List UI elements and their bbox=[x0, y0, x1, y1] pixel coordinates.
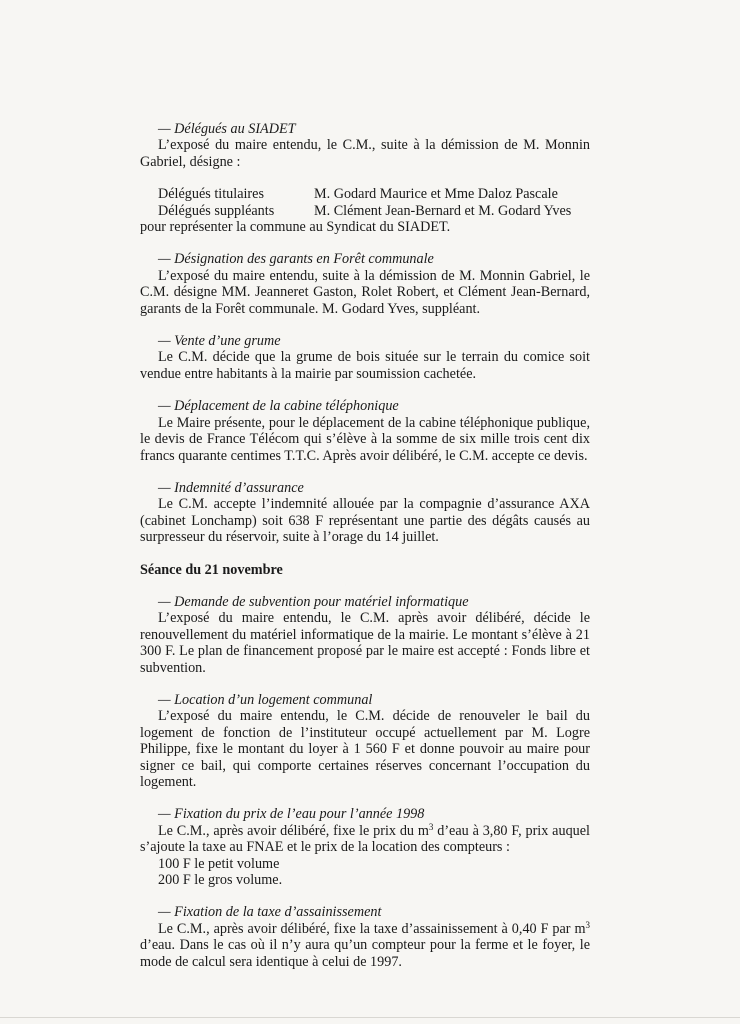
section-text bbox=[140, 823, 590, 856]
section-prix-eau bbox=[140, 806, 590, 888]
section-heading: — Délégués au SIADET bbox=[158, 121, 296, 137]
text-part: Le C.M., après avoir délibéré, fixe le prix du m bbox=[158, 822, 429, 839]
section-heading: — Vente d’une grume bbox=[158, 333, 281, 350]
text-part: Le C.M., après avoir délibéré, fixe la taxe d’assainissement à 0,40 F par m bbox=[158, 920, 586, 937]
spacer bbox=[140, 170, 590, 186]
delegates-row-suppleants bbox=[140, 203, 590, 219]
section-text bbox=[140, 921, 590, 970]
text-part: d’eau. Dans le cas où il n’y aura qu’un compteur pour la ferme et le foyer, le mode de calcul sera identique à celui de 1997. bbox=[140, 937, 590, 970]
superscript: 3 bbox=[585, 919, 590, 930]
seance-title: Séance du 21 novembre bbox=[140, 561, 283, 578]
price-line: 100 F le petit volume bbox=[158, 855, 280, 872]
section-cabine-telephonique bbox=[140, 398, 590, 464]
text-part: d’eau à 3,80 F, prix auquel s’ajoute la taxe au FNAE et le prix de la location des compteurs : bbox=[140, 822, 590, 856]
delegates-label: Délégués suppléants bbox=[158, 202, 275, 219]
section-heading: — Fixation du prix de l’eau pour l’année 1998 bbox=[158, 806, 425, 823]
section-logement-communal bbox=[140, 692, 590, 790]
section-heading: — Désignation des garants en Forêt communale bbox=[158, 251, 434, 268]
delegates-row-titulaires bbox=[140, 186, 590, 202]
section-indemnite-assurance bbox=[140, 480, 590, 546]
section-vente-grume bbox=[140, 333, 590, 382]
section-text: pour représenter la commune au Syndicat du SIADET. bbox=[140, 219, 451, 236]
section-heading: — Déplacement de la cabine téléphonique bbox=[158, 398, 399, 415]
delegates-label: Délégués titulaires bbox=[158, 186, 264, 203]
section-text: Le C.M. accepte l’indemnité allouée par la compagnie d’assurance AXA (cabinet Lonchamp) soit 638 F représentant une partie des dégâts causés au surpresseur du réservoir, suite à l’orage du 14 juillet. bbox=[140, 496, 590, 546]
section-garants-foret bbox=[140, 251, 590, 317]
section-heading: — Fixation de la taxe d’assainissement bbox=[158, 904, 382, 921]
section-heading: — Location d’un logement communal bbox=[158, 691, 373, 708]
section-text: L’exposé du maire entendu, le C.M. décide de renouveler le bail du logement de fonction de l’instituteur occupé actuellement par M. Logre Philippe, fixe le montant du loyer à 1 560 F et donne pouvoir au maire pour signer ce bail, qui comporte certaines réserves concernant l’occupation du logement. bbox=[140, 708, 590, 790]
section-heading: — Demande de subvention pour matériel informatique bbox=[158, 593, 469, 610]
superscript: 3 bbox=[428, 821, 434, 832]
delegates-value: M. Godard Maurice et Mme Daloz Pascale bbox=[314, 186, 558, 203]
section-heading: — Indemnité d’assurance bbox=[158, 479, 304, 496]
section-taxe-assainissement bbox=[140, 904, 590, 970]
page-edge-line bbox=[0, 1017, 740, 1018]
price-line: 200 F le gros volume. bbox=[158, 872, 283, 889]
section-text: L’exposé du maire entendu, le C.M. après avoir délibéré, décide le renouvellement du matériel informatique de la mairie. Le montant s’élève à 21 300 F. Le plan de financement proposé par le maire est accepté : Fonds libre et subvention. bbox=[140, 610, 590, 676]
section-text: L’exposé du maire entendu, suite à la démission de M. Monnin Gabriel, le C.M. désigne MM. Jeanneret Gaston, Rolet Robert, et Clément Jean-Bernard, garants de la Forêt communale. M. Godard Yves, suppléant. bbox=[140, 267, 590, 317]
section-text: L’exposé du maire entendu, le C.M., suite à la démission de M. Monnin Gabriel, désigne : bbox=[140, 137, 590, 170]
section-delegues-siadet bbox=[140, 121, 590, 235]
section-text: Le Maire présente, pour le déplacement de la cabine téléphonique publique, le devis de France Télécom qui s’élève à la somme de six mille trois cent dix francs quarante centimes T.T.C. Après avoir délibéré, le C.M. accepte ce devis. bbox=[140, 414, 590, 464]
section-subvention-informatique bbox=[140, 594, 590, 676]
delegates-value: M. Clément Jean-Bernard et M. Godard Yves bbox=[314, 202, 572, 219]
section-text: Le C.M. décide que la grume de bois située sur le terrain du comice soit vendue entre habitants à la mairie par soumission cachetée. bbox=[140, 349, 590, 382]
